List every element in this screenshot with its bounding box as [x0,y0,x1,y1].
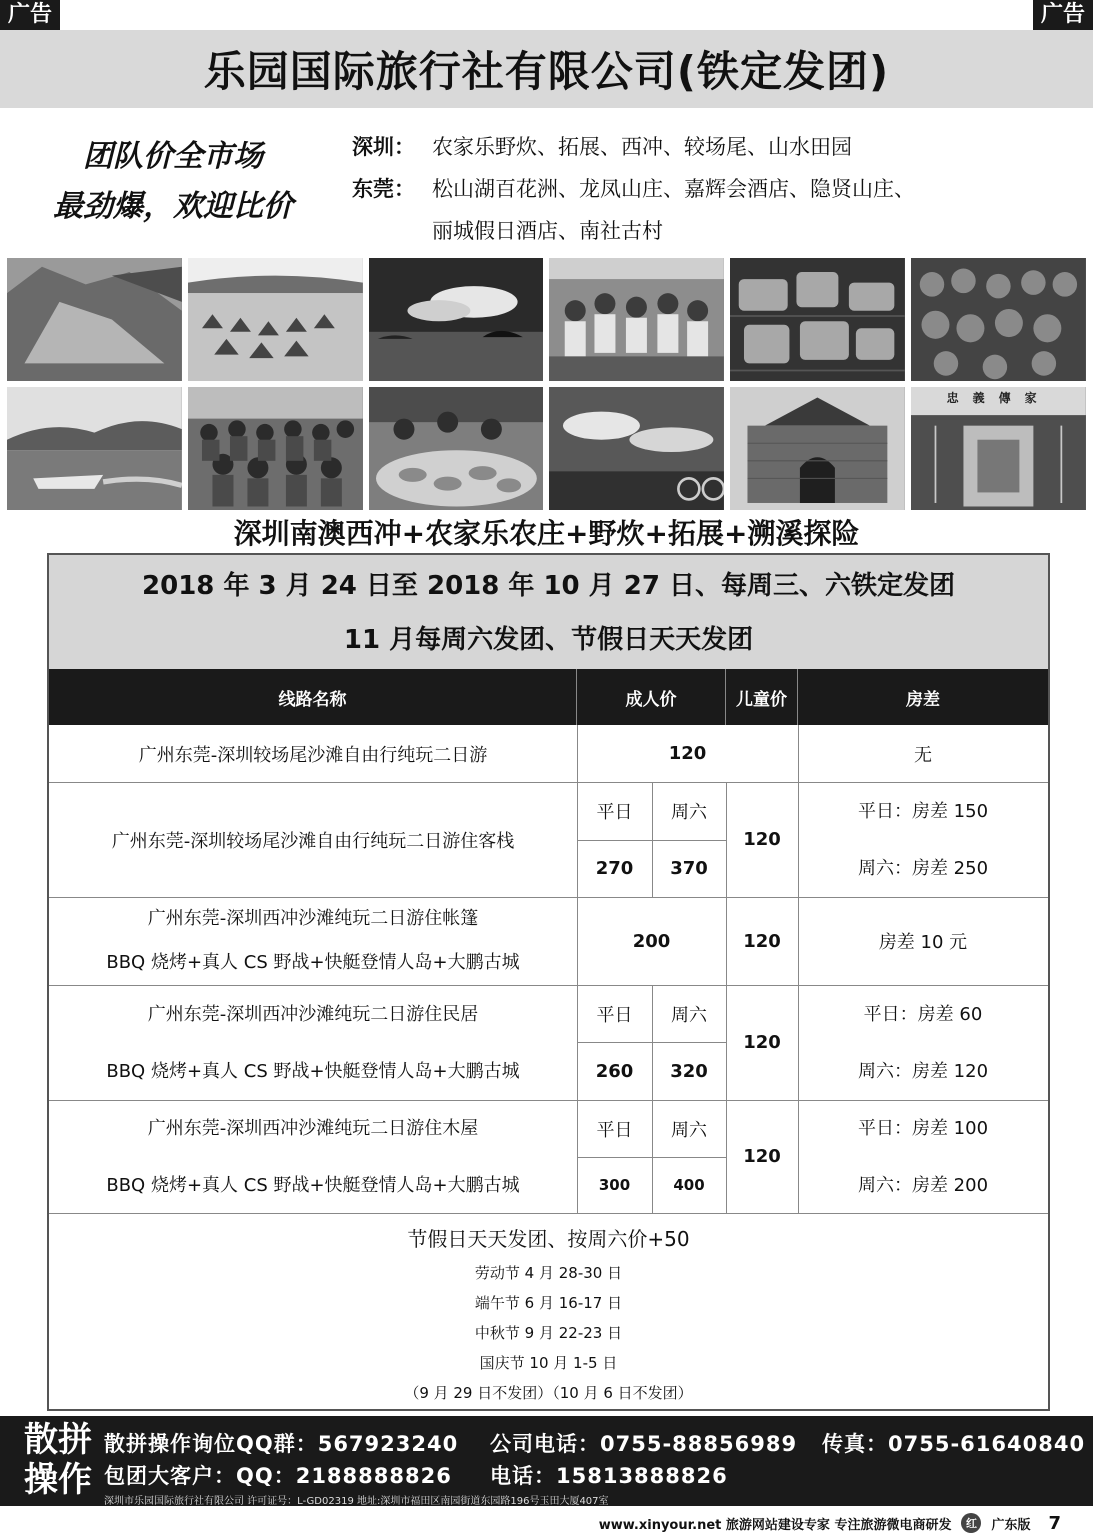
destinations [352,126,915,252]
row2-route: 广州东莞-深圳较场尾沙滩自由行纯玩二日游住客栈 [111,830,515,852]
row2-room [798,782,1048,897]
photo-skewers [911,258,1086,381]
header-child: 儿童价 [726,669,798,725]
footer-vip-qq: 包团大客户：QQ：2188888826 [104,1464,452,1488]
holiday-item: 国庆节 10 月 1-5 日 [479,1354,618,1372]
site-info: www.xinyour.net 旅游网站建设专家 专注旅游微电商研发 [598,1517,952,1533]
footer-company-phone: 公司电话：0755-88856989 [490,1432,798,1456]
city-label-shenzhen: 深圳： [352,135,415,159]
header-room: 房差 [906,689,940,710]
row5-child-price: 120 [743,1146,781,1167]
photo-bbq-meat [730,258,905,381]
photo-sea-clouds [549,387,724,510]
ad-tag-left: 广告 [0,0,60,32]
row5-route [49,1100,577,1213]
row1-route: 广州东莞-深圳较场尾沙滩自由行纯玩二日游 [138,744,488,766]
row3-adult-price: 200 [632,930,671,952]
city-label-dongguan: 东莞： [352,177,415,201]
edition-label: 广东版 [991,1517,1031,1533]
holiday-notes [49,1215,1048,1408]
row2-room-weekday: 平日：房差 150 [857,800,989,822]
photo-sign-text: 忠義傳家 [946,391,1051,405]
photo-beach-tents [188,258,363,381]
slogan-line-2: 最劲爆，欢迎比价 [53,189,293,224]
photo-group-dinner [549,258,724,381]
row5-weekday-price: 300 [598,1176,631,1194]
photo-grid [7,258,1086,510]
footer-phone: 电话：15813888826 [490,1464,728,1488]
badge-icon: 红 [961,1513,981,1533]
footer-big-label: 散拼操作 [24,1420,92,1500]
dongguan-list-1: 松山湖百花洲、龙凤山庄、嘉辉会酒店、隐贤山庄、 [432,177,915,201]
row5-saturday-price: 400 [673,1176,705,1194]
header-adult: 成人价 [577,669,726,725]
route-title: 深圳南澳西冲+农家乐农庄+野炊+拓展+溯溪探险 [233,517,860,550]
row5-weekday-label: 平日 [596,1119,633,1141]
photo-cs-team [188,387,363,510]
photo-ancestral-hall [911,387,1086,510]
shenzhen-list: 农家乐野炊、拓展、西冲、较场尾、山水田园 [432,135,852,159]
row4-saturday-label: 周六 [671,1004,707,1026]
footer-fax: 传真：0755-61640840 [822,1432,1086,1456]
row4-room-weekday: 平日：房差 60 [863,1003,983,1025]
dongguan-list-2: 丽城假日酒店、南社古村 [432,219,663,243]
holiday-main: 节假日天天发团、按周六价+50 [407,1227,690,1251]
row5-route-line2: BBQ 烧烤+真人 CS 野战+快艇登情人岛+大鹏古城 [106,1174,520,1196]
contact-footer [0,1416,1093,1506]
row4-child-price: 120 [743,1032,781,1053]
holiday-item: （9 月 29 日不发团）（10 月 6 日不发团） [404,1384,693,1402]
title-bar [0,30,1093,108]
row4-weekday-price: 260 [595,1060,634,1082]
ad-tag-right: 广告 [1033,0,1093,32]
row4-room-saturday: 周六：房差 120 [857,1060,989,1082]
destination-dongguan [352,168,915,210]
row1-room: 无 [914,744,932,766]
row4-saturday-price: 320 [670,1060,708,1082]
row2-weekday-label: 平日 [596,802,633,823]
row5-room-weekday: 平日：房差 100 [857,1117,989,1139]
holiday-item: 端午节 6 月 16-17 日 [474,1294,623,1312]
page-number: 7 [1048,1512,1061,1534]
row2-saturday-price: 370 [670,858,708,879]
period-line-1: 2018 年 3 月 24 日至 2018 年 10 月 27 日、每周三、六铁定发团 [142,571,955,601]
row1-price: 120 [668,743,707,764]
holiday-item: 中秋节 9 月 22-23 日 [474,1324,623,1342]
photo-ancient-gate [730,387,905,510]
holiday-item: 劳动节 4 月 28-30 日 [474,1264,623,1282]
row2-room-saturday: 周六：房差 250 [857,857,989,879]
row4-route [49,985,577,1100]
destination-shenzhen [352,126,915,168]
row5-room-saturday: 周六：房差 200 [857,1174,989,1196]
row3-child-price: 120 [743,930,781,952]
row3-room: 房差 10 元 [878,932,968,953]
period-line-2: 11 月每周六发团、节假日天天发团 [343,625,754,655]
photo-rock-cliff [7,258,182,381]
price-table [47,553,1050,1411]
row5-saturday-label: 周六 [671,1119,707,1141]
period-banner [49,555,1048,669]
photo-farm-meal [369,387,544,510]
slogan [28,132,318,232]
row3-route [49,897,577,985]
row2-child-price: 120 [743,829,781,850]
row3-route-line2: BBQ 烧烤+真人 CS 野战+快艇登情人岛+大鹏古城 [106,952,520,973]
header-route: 线路名称 [49,669,577,725]
company-title: 乐园国际旅行社有限公司(铁定发团) [203,47,890,96]
footer-fine-print: 深圳市乐园国际旅行社有限公司 许可证号：L-GD02319 地址:深圳市福田区南园街道东园路196号玉田大厦407室 [104,1496,609,1507]
row2-weekday-price: 270 [595,858,634,879]
row4-route-line1: 广州东莞-深圳西冲沙滩纯玩二日游住民居 [147,1003,479,1025]
table-header [49,669,1048,725]
footer-qq-group: 散拼操作询位QQ群：567923240 [104,1432,459,1456]
row5-route-line1: 广州东莞-深圳西冲沙滩纯玩二日游住木屋 [147,1117,479,1139]
slogan-line-1: 团队价全市场 [83,139,263,174]
row4-route-line2: BBQ 烧烤+真人 CS 野战+快艇登情人岛+大鹏古城 [106,1060,520,1082]
photo-island-sea [369,258,544,381]
row2-saturday-label: 周六 [671,802,707,823]
row3-route-line1: 广州东莞-深圳西冲沙滩纯玩二日游住帐篷 [147,908,479,929]
photo-speedboat [7,387,182,510]
bottom-strip [0,1508,1093,1538]
row4-room [798,985,1048,1100]
row4-weekday-label: 平日 [596,1004,633,1026]
row5-room [798,1100,1048,1213]
